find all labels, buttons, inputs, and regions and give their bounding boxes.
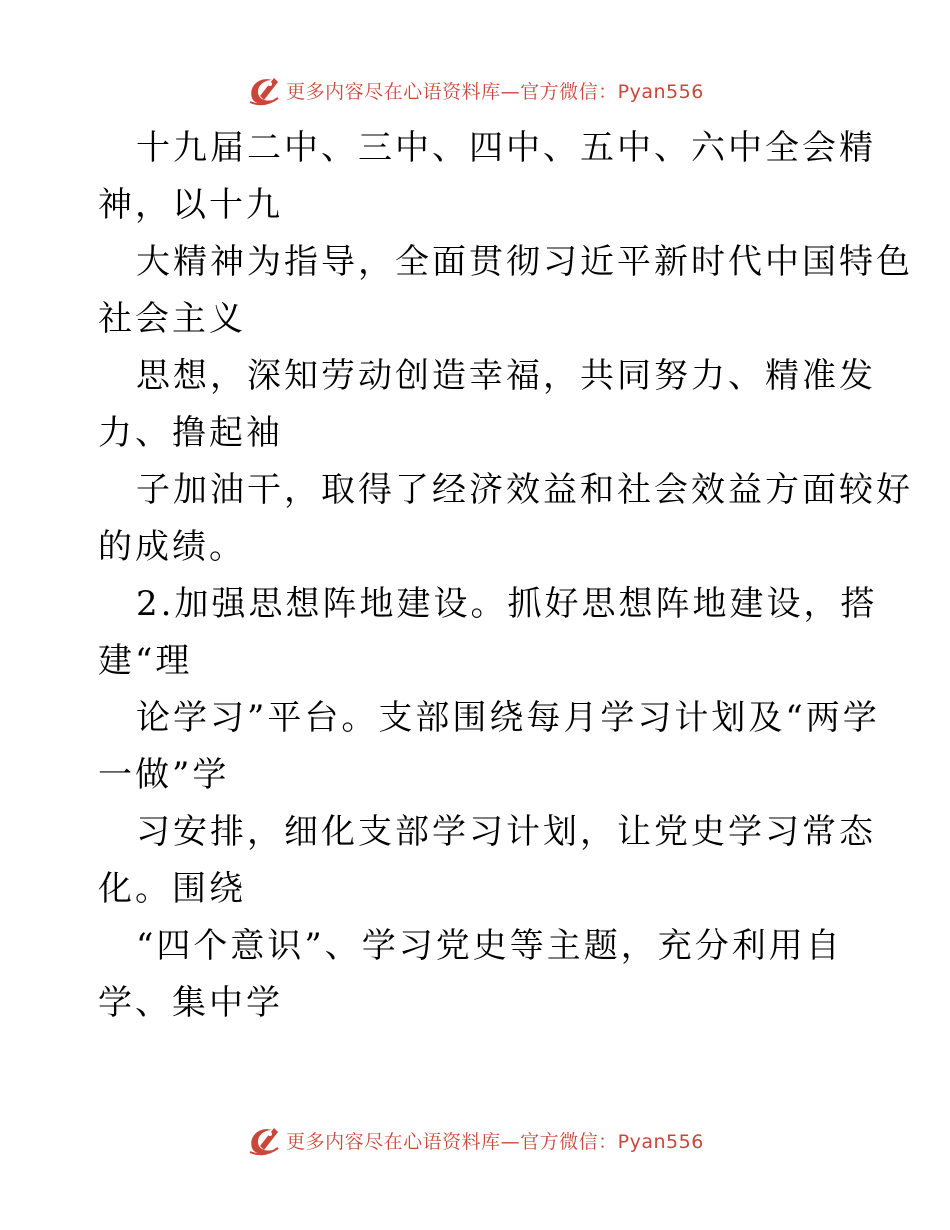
text-line: 力、撸起袖 [98,413,283,453]
text-line: 思想，深知劳动创造幸福，共同努力、精准发 [136,356,876,396]
text-line: 十九届二中、三中、四中、五中、六中全会精 [136,128,876,168]
text-line: 子加油干，取得了经济效益和社会效益方面较好 [136,470,913,510]
watermark-text: 更多内容尽在心语资料库—官方微信：Pyan556 [286,1130,704,1153]
text-line: 社会主义 [98,299,246,339]
pen-nib-swirl-logo-icon [246,72,282,108]
footer-watermark [0,1120,950,1160]
watermark-text: 更多内容尽在心语资料库—官方微信：Pyan556 [286,80,704,103]
document-body [98,120,913,1032]
text-line: 一做”学 [98,755,230,795]
text-line: 学、集中学 [98,983,283,1023]
text-line: 建“理 [98,641,193,681]
text-line: 习安排，细化支部学习计划，让党史学习常态 [136,812,876,852]
text-line: 神，以十九 [98,185,283,225]
text-line: 的成绩。 [98,527,246,567]
header-watermark [0,70,950,110]
text-line: “四个意识”、学习党史等主题，充分利用自 [136,926,843,966]
pen-nib-swirl-logo-icon [246,1122,282,1158]
text-line: 2.加强思想阵地建设。抓好思想阵地建设，搭 [136,584,878,624]
text-line: 大精神为指导，全面贯彻习近平新时代中国特色 [136,242,913,282]
text-line: 化。围绕 [98,869,246,909]
text-line: 论学习”平台。支部围绕每月学习计划及“两学 [136,698,880,738]
